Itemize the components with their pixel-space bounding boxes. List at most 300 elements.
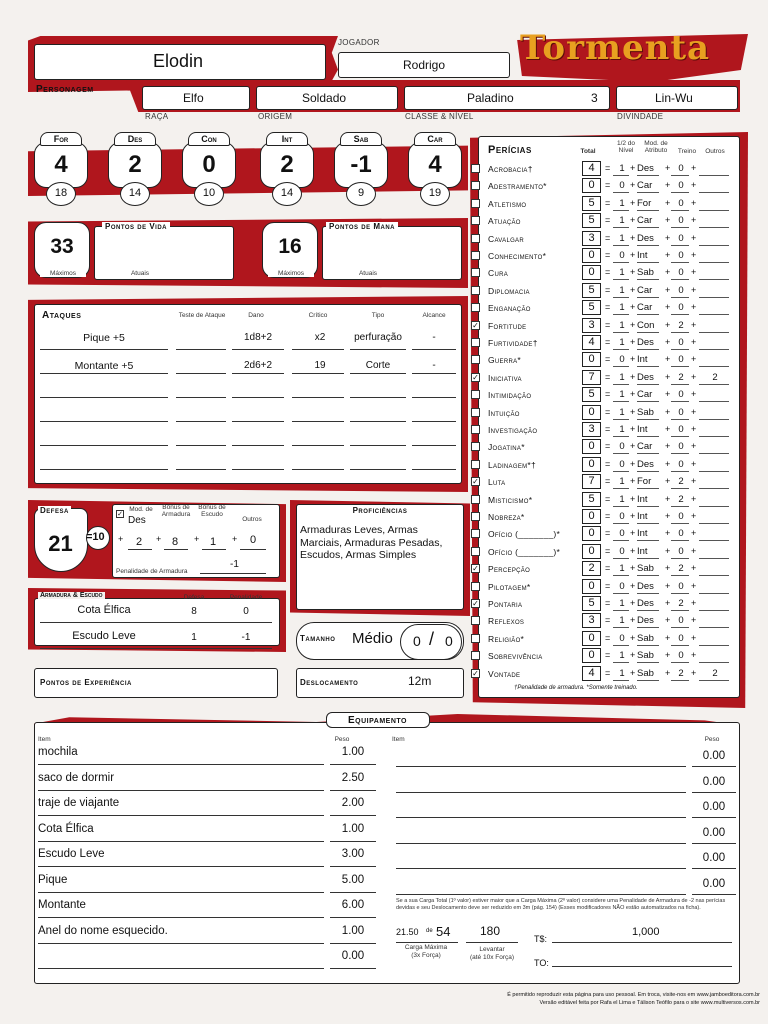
skill-row[interactable] <box>485 421 740 438</box>
divider <box>671 419 689 420</box>
skill-name: Ofício (_______)* <box>488 546 561 557</box>
carga-maxima: 54 <box>436 924 451 939</box>
skill-trained-checkbox[interactable] <box>471 495 480 504</box>
plus-icon: + <box>630 163 636 173</box>
attribute-con[interactable] <box>182 132 236 208</box>
divider <box>613 192 629 193</box>
carga-maxima-label: Carga Máxima <box>404 944 448 951</box>
skill-row[interactable] <box>472 665 740 682</box>
defesa-mod-attr: Des <box>128 515 146 526</box>
vida-max: 33 <box>50 235 74 258</box>
divider <box>671 401 689 402</box>
skill-attr: Int <box>637 354 648 366</box>
divider <box>637 262 659 263</box>
armadura-penalidade-label: Penalidade <box>229 594 263 601</box>
plus-icon: + <box>691 615 697 626</box>
divider <box>38 968 324 969</box>
equals-icon: = <box>605 163 611 173</box>
skill-row[interactable] <box>485 508 740 525</box>
skill-row[interactable] <box>485 195 740 212</box>
skill-trained-checkbox[interactable] <box>471 408 480 417</box>
divider <box>671 210 689 211</box>
personagem-label: Personagem <box>36 84 94 95</box>
attribute-label: Des <box>114 132 156 146</box>
skill-trained-checkbox[interactable] <box>471 651 480 660</box>
skill-trained-checkbox[interactable] <box>471 547 480 556</box>
equip-item[interactable]: Cota Élfica <box>38 822 94 835</box>
divider <box>613 262 629 263</box>
divider <box>637 575 659 576</box>
divider <box>552 966 732 967</box>
divider <box>671 523 689 524</box>
skill-trained-checkbox[interactable] <box>471 181 480 190</box>
tamanho-sep: / <box>429 629 435 649</box>
divider <box>292 445 344 446</box>
skill-attr: Car <box>637 284 653 296</box>
divider <box>176 349 226 350</box>
divider <box>637 210 659 211</box>
divider <box>232 421 284 422</box>
skill-trained-checkbox[interactable] <box>471 303 480 312</box>
skill-trained-checkbox[interactable] <box>471 460 480 469</box>
attribute-score[interactable]: 14 <box>272 182 302 206</box>
divider <box>613 314 629 315</box>
skill-trained-checkbox[interactable] <box>471 355 480 364</box>
skill-trained-checkbox[interactable] <box>471 268 480 277</box>
divider <box>671 488 689 489</box>
defesa-base-circle <box>86 526 110 550</box>
skill-row[interactable] <box>485 543 740 560</box>
attribute-score[interactable]: 14 <box>120 182 150 206</box>
skill-half: 0 <box>619 250 625 261</box>
skill-row[interactable] <box>485 160 740 177</box>
plus-icon: + <box>691 302 697 313</box>
to-label: TO: <box>534 958 549 968</box>
equip-peso: 3.00 <box>341 848 365 860</box>
deslocamento-label: Deslocamento <box>300 678 359 687</box>
attribute-sab[interactable] <box>334 132 388 208</box>
attribute-label: For <box>40 132 82 146</box>
armor-name[interactable]: Escudo Leve <box>72 630 136 642</box>
equip-peso: 1.00 <box>341 822 365 835</box>
attack-tipo: perfuração <box>354 332 402 343</box>
divider <box>396 817 686 818</box>
skill-row[interactable] <box>472 595 740 612</box>
mana-max: 16 <box>278 235 302 258</box>
divider <box>637 558 659 559</box>
divider <box>128 549 152 550</box>
equals-icon: = <box>605 354 611 365</box>
plus-icon: + <box>665 493 671 504</box>
skill-row[interactable] <box>472 369 740 386</box>
plus-icon: + <box>691 354 697 365</box>
skill-trained-checkbox[interactable]: ✓ <box>472 320 479 330</box>
divider <box>699 210 729 211</box>
equip-item[interactable]: saco de dormir <box>38 771 115 784</box>
skill-row[interactable] <box>485 230 740 247</box>
plus-icon: + <box>691 284 697 295</box>
skill-attr: Int <box>637 424 648 435</box>
equals-icon: = <box>605 197 611 208</box>
equals-icon: = <box>605 528 611 539</box>
attribute-mod: 2 <box>260 142 314 188</box>
divider <box>613 384 629 385</box>
tamanho-counter[interactable] <box>400 624 462 660</box>
plus-icon: + <box>691 563 697 574</box>
skill-row[interactable] <box>472 317 740 334</box>
skill-row[interactable] <box>485 282 740 299</box>
skill-trained-checkbox[interactable]: ✓ <box>472 564 479 574</box>
equals-icon: = <box>605 598 611 608</box>
plus-icon: + <box>665 319 671 330</box>
skill-row[interactable] <box>485 351 740 368</box>
divider <box>613 610 629 611</box>
divider <box>350 469 406 470</box>
skill-treino: 0 <box>678 650 684 662</box>
proficiencias-title: Proficiências <box>352 506 408 515</box>
plus-icon: + <box>665 215 671 226</box>
equip-item[interactable]: traje de viajante <box>38 797 120 809</box>
skill-trained-checkbox[interactable] <box>471 251 480 260</box>
vida-atuais-label: Atuais <box>130 270 150 277</box>
divider <box>699 471 729 472</box>
equip-item[interactable]: Escudo Leve <box>38 848 105 860</box>
skill-treino: 0 <box>678 580 684 592</box>
skill-row[interactable] <box>485 247 740 264</box>
divider <box>176 445 226 446</box>
equals-icon: = <box>605 650 611 661</box>
divider <box>330 841 376 842</box>
skill-attr: Car <box>637 215 653 227</box>
skill-half: 1 <box>619 163 625 174</box>
divider <box>330 866 376 867</box>
skill-attr: Des <box>637 580 654 592</box>
tamanho-label: Tamanho <box>300 634 336 643</box>
skill-half: 1 <box>619 371 625 383</box>
divider <box>613 506 629 507</box>
divider <box>637 593 659 594</box>
armor-penalidade: -1 <box>241 632 251 643</box>
attack-name[interactable]: Montante +5 <box>74 360 134 372</box>
equals-icon: = <box>605 302 611 313</box>
attack-alcance: - <box>432 360 436 371</box>
skill-half: 1 <box>619 476 625 488</box>
divider <box>613 471 629 472</box>
skill-trained-checkbox[interactable] <box>471 582 480 591</box>
divider <box>350 421 406 422</box>
skill-row[interactable] <box>485 525 740 542</box>
divider <box>699 419 729 420</box>
plus-icon: + <box>630 598 636 608</box>
plus-icon: + <box>630 667 636 678</box>
divider <box>40 421 168 422</box>
equals-icon: = <box>605 371 611 382</box>
skill-trained-checkbox[interactable] <box>471 512 480 521</box>
armor-penalidade: 0 <box>243 606 249 617</box>
equals-icon: = <box>605 615 611 626</box>
plus-icon: + <box>691 197 697 208</box>
skill-trained-checkbox[interactable] <box>471 390 480 399</box>
divider <box>412 445 456 446</box>
skill-trained-checkbox[interactable] <box>471 616 480 625</box>
classe-field[interactable] <box>404 86 610 110</box>
plus-icon: + <box>665 267 671 278</box>
equals-icon: = <box>605 441 611 452</box>
levantar-value: 180 <box>480 924 501 938</box>
skill-treino: 2 <box>678 667 684 679</box>
skill-trained-checkbox[interactable] <box>471 286 480 295</box>
attribute-label: Int <box>266 132 308 146</box>
jogador-label: JOGADOR <box>338 38 380 47</box>
equip-item[interactable]: Montante <box>38 899 86 911</box>
classe-value: Paladino <box>467 91 514 105</box>
divider <box>613 680 629 681</box>
skill-name: Cavalgar <box>488 233 524 244</box>
equip-item-label-left: Item <box>38 736 51 743</box>
equals-icon: = <box>605 180 611 191</box>
plus-icon: + <box>630 563 636 574</box>
skill-attr: Int <box>637 545 648 557</box>
divider <box>699 227 729 228</box>
jogador-field[interactable] <box>338 52 510 78</box>
skill-treino: 0 <box>678 545 684 557</box>
skill-row[interactable] <box>485 177 740 194</box>
raca-field[interactable] <box>142 86 250 110</box>
defesa-penalidade: -1 <box>230 559 239 570</box>
plus-icon: + <box>665 545 671 556</box>
plus-icon: + <box>630 424 636 434</box>
skill-row[interactable] <box>485 212 740 229</box>
divider <box>637 349 659 350</box>
skill-row[interactable] <box>485 647 740 664</box>
origem-field[interactable] <box>256 86 398 110</box>
skill-trained-checkbox[interactable]: ✓ <box>472 477 479 487</box>
equals-icon: = <box>605 424 611 434</box>
divider <box>232 397 284 398</box>
equip-item[interactable]: Anel do nome esquecido. <box>38 924 168 937</box>
skill-trained-checkbox[interactable] <box>471 234 480 243</box>
skill-treino: 0 <box>678 180 684 192</box>
divider <box>699 384 729 385</box>
attribute-score[interactable]: 18 <box>46 182 76 206</box>
skill-row[interactable] <box>485 334 740 351</box>
attribute-score[interactable]: 9 <box>346 182 376 206</box>
skill-trained-checkbox[interactable] <box>471 199 480 208</box>
mana-max-label: Máximos <box>268 270 314 277</box>
plus-icon: + <box>630 650 636 661</box>
skill-half: 1 <box>619 389 625 401</box>
divider <box>292 373 344 374</box>
skill-total: 5 <box>582 300 601 315</box>
ataques-header: Alcance <box>422 312 446 319</box>
personagem-field[interactable] <box>34 44 326 80</box>
equip-item[interactable]: mochila <box>38 746 78 758</box>
skill-attr: For <box>637 197 652 209</box>
plus-icon: + <box>665 632 671 643</box>
attribute-car[interactable] <box>408 132 462 208</box>
plus-icon: + <box>630 197 636 208</box>
defesa-shield[interactable] <box>34 508 88 572</box>
ataques-header: Teste de Ataque <box>178 312 226 319</box>
divider <box>671 245 689 246</box>
skill-row[interactable] <box>485 386 740 403</box>
skill-row[interactable] <box>485 578 740 595</box>
plus-icon: + <box>665 598 671 608</box>
skill-treino: 0 <box>678 215 684 227</box>
equals-icon: = <box>605 476 611 487</box>
divider <box>671 227 689 228</box>
equals-icon: = <box>605 337 611 347</box>
divider <box>396 792 686 793</box>
skill-attr: Des <box>637 232 654 244</box>
divider <box>671 297 689 298</box>
plus-icon: + <box>691 319 697 330</box>
plus-icon: + <box>691 163 697 173</box>
equip-peso: 0.00 <box>702 826 726 839</box>
plus-icon: + <box>630 250 636 260</box>
carga-note: Se a sua Carga Total (1º valor) estiver maior que a Carga Máxima (2º valor) considere uma Penalidade de Armadura de -2 nas perícias devidas e seu Deslocamento deve ser reduzido em 3m (pág. 154) (Esses modificadores NÃO estão automatizados na ficha). <box>396 898 726 911</box>
divider <box>637 175 659 176</box>
plus-icon: + <box>630 302 636 313</box>
defesa-mod-checkbox[interactable]: ✓ <box>117 511 123 518</box>
divider <box>40 445 168 446</box>
carga-de: de <box>426 928 433 934</box>
divider <box>671 192 689 193</box>
attribute-mod: 0 <box>182 142 236 188</box>
skill-row[interactable] <box>485 264 740 281</box>
skill-half: 0 <box>619 580 625 592</box>
skill-outros: 2 <box>712 371 718 383</box>
skill-total: 0 <box>582 248 601 263</box>
attribute-score[interactable]: 19 <box>420 182 450 206</box>
skill-trained-checkbox[interactable] <box>471 164 480 173</box>
equip-peso: 1.00 <box>341 746 365 758</box>
skill-row[interactable] <box>485 404 740 421</box>
plus-icon: + <box>630 493 636 504</box>
skill-row[interactable] <box>485 438 740 455</box>
plus-icon: + <box>665 163 671 173</box>
plus-icon: + <box>630 476 636 487</box>
mana-atuais-box[interactable] <box>322 226 462 280</box>
attributes-strip-bg <box>28 140 468 196</box>
skill-total: 4 <box>582 161 601 176</box>
skill-attr: Des <box>637 337 654 348</box>
attribute-mod: -1 <box>334 142 388 188</box>
skill-trained-checkbox[interactable]: ✓ <box>472 372 479 382</box>
attribute-score[interactable]: 10 <box>194 182 224 206</box>
attack-name[interactable]: Pique +5 <box>83 332 125 344</box>
skill-treino: 0 <box>678 232 684 244</box>
skill-row[interactable] <box>485 299 740 316</box>
skill-row[interactable] <box>472 473 740 490</box>
divider <box>671 540 689 541</box>
divider <box>40 349 168 350</box>
attribute-label: Sab <box>340 132 382 146</box>
equip-peso-label-right: Peso <box>704 736 720 743</box>
attribute-int[interactable] <box>260 132 314 208</box>
divider <box>699 192 729 193</box>
skill-trained-checkbox[interactable]: ✓ <box>472 668 479 678</box>
divider <box>200 573 266 574</box>
divider <box>350 445 406 446</box>
equip-item[interactable]: Pique <box>38 873 68 886</box>
plus-icon: + <box>691 511 697 521</box>
divider <box>613 279 629 280</box>
skill-row[interactable] <box>485 456 740 473</box>
skill-attr: Int <box>637 511 648 522</box>
armor-name[interactable]: Cota Élfica <box>77 604 131 616</box>
plus-icon: + <box>665 232 671 243</box>
plus-icon: + <box>156 534 162 544</box>
skill-attr: Sab <box>637 667 654 679</box>
attribute-des[interactable] <box>108 132 162 208</box>
nivel-value: 3 <box>591 91 598 105</box>
skill-trained-checkbox[interactable] <box>471 634 480 643</box>
skill-attr: Sab <box>637 267 654 279</box>
divider <box>164 549 188 550</box>
ataques-title: Ataques <box>42 310 82 321</box>
skill-name: Cura <box>488 268 509 279</box>
skill-treino: 0 <box>678 528 684 540</box>
divider <box>637 488 659 489</box>
skill-name: Ofício (_______)* <box>488 529 561 540</box>
attribute-for[interactable] <box>34 132 88 208</box>
plus-icon: + <box>691 458 697 469</box>
skill-name: Sobrevivência <box>488 651 543 662</box>
skill-row[interactable] <box>485 612 740 629</box>
armor-defesa: 1 <box>191 632 197 643</box>
plus-icon: + <box>630 511 636 521</box>
skill-trained-checkbox[interactable] <box>471 425 480 434</box>
divider <box>292 397 344 398</box>
equals-icon: = <box>605 319 611 330</box>
skill-trained-checkbox[interactable] <box>471 529 480 538</box>
divider <box>637 680 659 681</box>
skill-name: Conhecimento* <box>488 251 547 261</box>
divider <box>699 262 729 263</box>
skill-trained-checkbox[interactable] <box>471 442 480 451</box>
skill-row[interactable] <box>472 560 740 577</box>
skill-treino: 2 <box>678 598 684 609</box>
skill-name: Fortitude <box>488 320 527 331</box>
skill-half: 1 <box>619 598 625 609</box>
divider <box>292 469 344 470</box>
skill-half: 1 <box>619 563 625 575</box>
vida-atuais-box[interactable] <box>94 226 234 280</box>
divider <box>699 401 729 402</box>
plus-icon: + <box>665 180 671 191</box>
plus-icon: + <box>691 580 697 591</box>
skill-trained-checkbox[interactable] <box>471 338 480 347</box>
divider <box>38 790 324 791</box>
ts-value[interactable]: 1,000 <box>632 926 660 938</box>
divindade-label: DIVINDADE <box>617 112 664 121</box>
divider <box>699 558 729 559</box>
skill-trained-checkbox[interactable] <box>471 216 480 225</box>
divider <box>232 349 284 350</box>
divindade-field[interactable] <box>616 86 738 110</box>
skill-half: 1 <box>619 197 625 209</box>
proficiencias-text: Armaduras Leves, Armas Marciais, Armaduras Pesadas, Escudos, Armas Simples <box>300 524 443 561</box>
skill-attr: Int <box>637 528 648 540</box>
skill-half: 0 <box>619 528 625 540</box>
defesa-label: Defesa <box>40 506 69 515</box>
equals-icon: = <box>605 389 611 400</box>
skill-row[interactable] <box>485 630 740 647</box>
skill-trained-checkbox[interactable]: ✓ <box>472 599 479 608</box>
skill-row[interactable] <box>485 491 740 508</box>
divider <box>671 645 689 646</box>
